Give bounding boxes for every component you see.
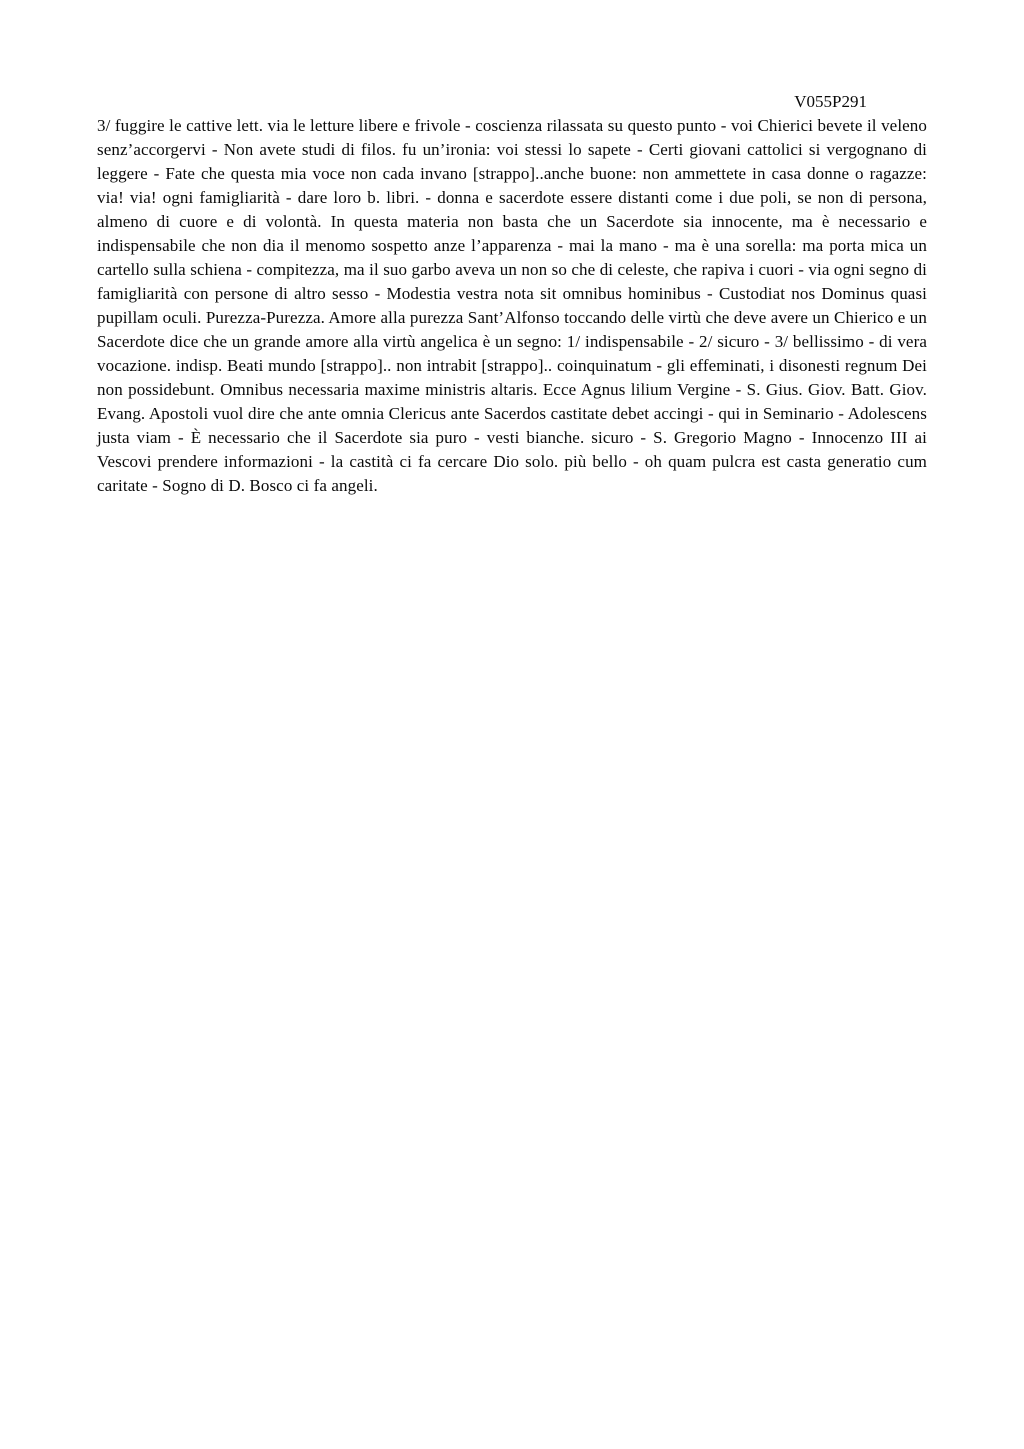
body-paragraph: 3/ fuggire le cattive lett. via le letture libere e frivole - coscienza rilassata su questo punto - voi Chierici bevete il veleno senz’accorgervi - Non avete studi di filos. fu un’ironia: voi stessi lo sapete - Certi giovani cattolici si vergognano di leggere - Fate che questa mia voce non cada invano [strappo]..anche buone: non ammettete in casa donne o ragazze: via! via! ogni famigliarità - dare loro b. libri. - donna e sacerdote essere distanti come i due poli, se non di persona, almeno di cuore e di volontà. In questa materia non basta che un Sacerdote sia innocente, ma è necessario e indispensabile che non dia il menomo sospetto anze l’apparenza - mai la mano - ma è una sorella: ma porta mica un cartello sulla schiena - compitezza, ma il suo garbo aveva un non so che di celeste, che rapiva i cuori - via ogni segno di famigliarità con persone di altro sesso - Modestia vestra nota sit omnibus hominibus - Custodiat nos Dominus quasi pupillam oculi. Purezza-Purezza. Amore alla purezza Sant’Alfonso toccando delle virtù che deve avere un Chierico e un Sacerdote dice che un grande amore alla virtù angelica è un segno: 1/ indispensabile - 2/ sicuro - 3/ bellissimo - di vera vocazione. indisp. Beati mundo [strappo].. non intrabit [strappo].. coinquinatum - gli effeminati, i disonesti regnum Dei non possidebunt. Omnibus necessaria maxime ministris altaris. Ecce Agnus lilium Vergine - S. Gius. Giov. Batt. Giov. Evang. Apostoli vuol dire che ante omnia Clericus ante Sacerdos castitate debet accingi - qui in Seminario - Adolescens justa viam - È necessario che il Sacerdote sia puro - vesti bianche. sicuro - S. Gregorio Magno - Innocenzo III ai Vescovi prendere informazioni - la castità ci fa cercare Dio solo. più bello - oh quam pulcra est casta generatio cum caritate - Sogno di D. Bosco ci fa angeli.	[97, 116, 927, 495]
page-code-header: V055P291	[794, 92, 867, 111]
